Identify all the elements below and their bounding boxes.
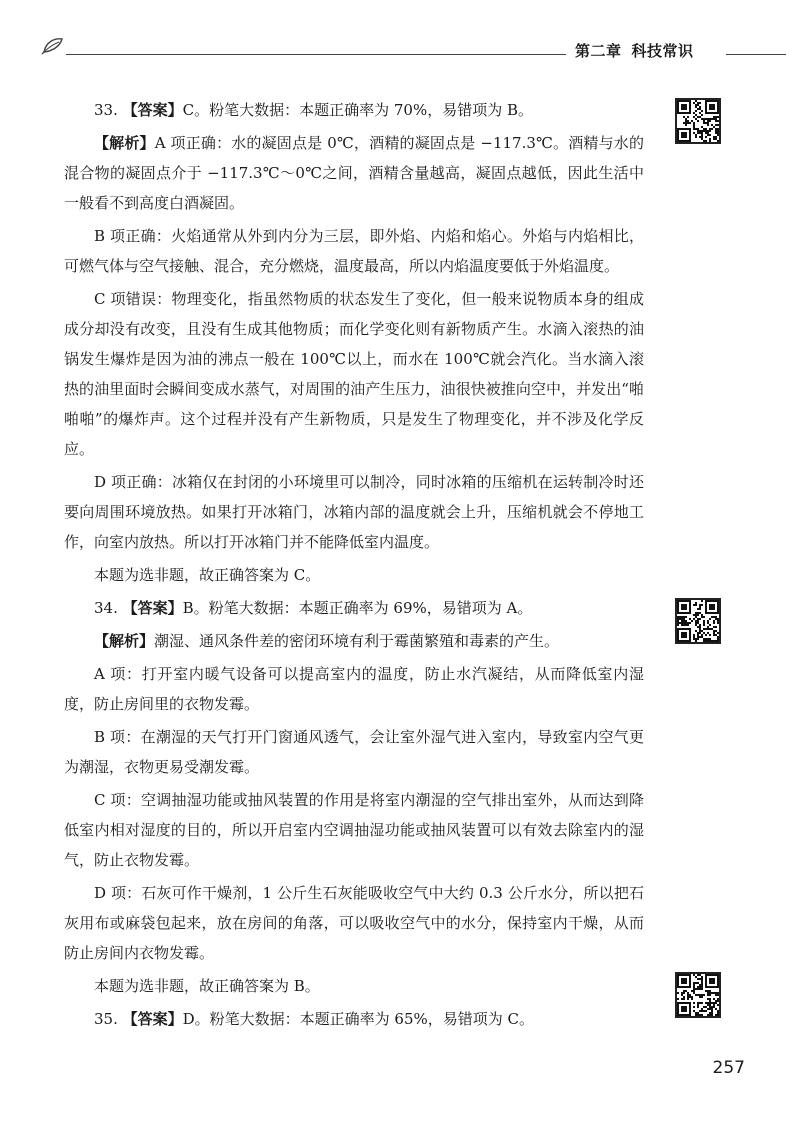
chapter-section: 科技常识 [631,42,694,60]
paragraph [64,878,644,968]
paragraph-text: D 项：石灰可作干燥剂，1 公斤生石灰能吸收空气中大约 0.3 公斤水分，所以把石灰用布或麻袋包起来，放在房间的角落，可以吸收空气中的水分，保持室内干燥，从而防止房间内衣物发霉。 [64,884,644,962]
question-number: 34. [94,599,123,617]
paragraph [64,971,644,1001]
paragraph-text: D。粉笔大数据：本题正确率为 65%，易错项为 C。 [182,1010,535,1028]
qr-code-icon[interactable] [675,972,721,1018]
page-number: 257 [712,1058,745,1078]
paragraph-text: 潮湿、通风条件差的密闭环境有利于霉菌繁殖和毒素的产生。 [154,632,560,650]
paragraph-text: C。粉笔大数据：本题正确率为 70%，易错项为 B。 [182,101,534,119]
question-number: 33. [94,101,123,119]
paragraph-text: C 项：空调抽湿功能或抽风装置的作用是将室内潮湿的空气排出室外，从而达到降低室内相对湿度的目的，所以开启室内空调抽湿功能或抽风装置可以有效去除室内的湿气，防止衣物发霉。 [64,791,644,869]
leaf-icon [40,36,66,56]
qr-code-icon[interactable] [675,98,721,144]
paragraph [64,1004,644,1034]
paragraph [64,626,644,656]
paragraph-text: A 项：打开室内暖气设备可以提高室内的温度，防止水汽凝结，从而降低室内湿度，防止房间里的衣物发霉。 [64,665,644,713]
question-number: 35. [94,1010,123,1028]
analysis-tag: 【解析】 [94,632,155,650]
answer-tag: 【答案】 [122,599,183,617]
paragraph-text: C 项错误：物理变化，指虽然物质的状态发生了变化，但一般来说物质本身的组成成分却没有改变，且没有生成其他物质；而化学变化则有新物质产生。水滴入滚热的油锅发生爆炸是因为油的沸点一般在 100℃以上，而水在 100℃就会汽化。当水滴入滚热的油里面时会瞬间变成水蒸气，对周围的油产生压力，油很快被推向空中，并发出“啪啪啪”的爆炸声。这个过程并没有产生新物质，只是发生了物理变化，并不涉及化学反应。 [64,290,644,458]
paragraph [64,221,644,281]
paragraph [64,284,644,464]
answer-explanations [64,95,644,1037]
paragraph [64,95,644,125]
chapter-number: 第二章 [575,42,622,60]
page-header [0,0,800,70]
paragraph-text: 本题为选非题，故正确答案为 B。 [94,977,320,995]
answer-tag: 【答案】 [122,1010,183,1028]
header-rule-right [726,54,786,55]
paragraph-text: A 项正确：水的凝固点是 0℃，酒精的凝固点是 −117.3℃。酒精与水的混合物的凝固点介于 −117.3℃～0℃之间，酒精含量越高，凝固点越低，因此生活中一般看不到高度白酒凝固。 [64,134,644,212]
analysis-tag: 【解析】 [94,134,155,152]
qr-code-icon[interactable] [675,598,721,644]
paragraph [64,785,644,875]
paragraph [64,659,644,719]
paragraph-text: B 项：在潮湿的天气打开门窗通风透气，会让室外湿气进入室内，导致室内空气更为潮湿，衣物更易受潮发霉。 [64,728,644,776]
paragraph [64,467,644,557]
paragraph-text: 本题为选非题，故正确答案为 C。 [94,566,321,584]
paragraph [64,593,644,623]
answer-tag: 【答案】 [122,101,183,119]
paragraph-text: B。粉笔大数据：本题正确率为 69%，易错项为 A。 [182,599,533,617]
paragraph-text: B 项正确：火焰通常从外到内分为三层，即外焰、内焰和焰心。外焰与内焰相比，可燃气体与空气接触、混合，充分燃烧，温度最高，所以内焰温度要低于外焰温度。 [64,227,644,275]
paragraph-text: D 项正确：冰箱仅在封闭的小环境里可以制冷，同时冰箱的压缩机在运转制冷时还要向周围环境放热。如果打开冰箱门，冰箱内部的温度就会上升，压缩机就会不停地工作，向室内放热。所以打开冰箱门并不能降低室内温度。 [64,473,644,551]
header-rule [66,54,566,55]
paragraph [64,722,644,782]
chapter-title [575,40,725,61]
paragraph [64,560,644,590]
paragraph [64,128,644,218]
